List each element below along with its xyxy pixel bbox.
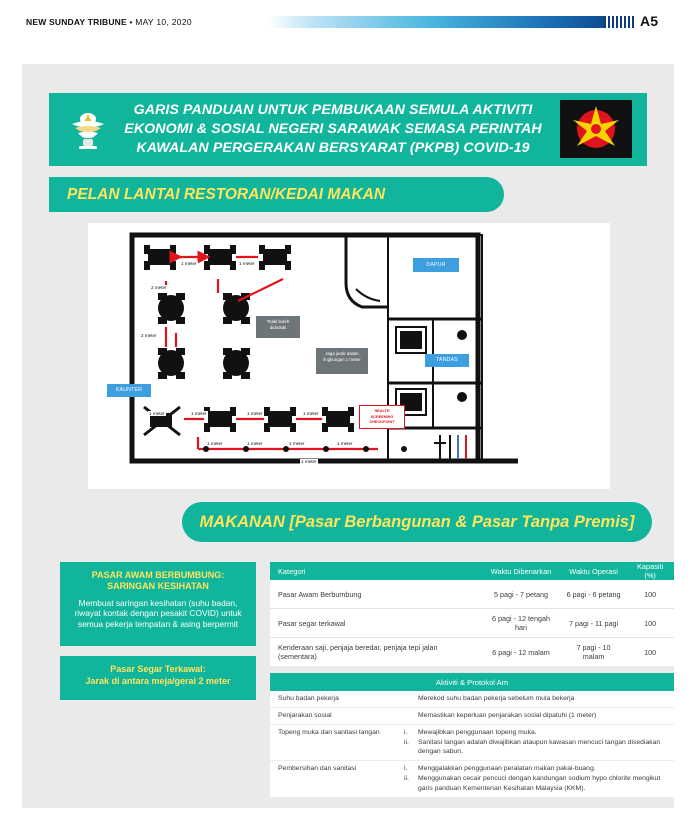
protocol-label: Pembersihan dan sanitasi <box>278 765 357 773</box>
plan-dim-1: 1 meter <box>181 261 197 266</box>
plan-dim-3: 2 meter <box>151 285 167 290</box>
plan-dim-8: 1 meter <box>303 411 319 416</box>
section-title-floorplan: PELAN LANTAI RESTORAN/KEDAI MAKAN <box>49 177 504 212</box>
protocol-value <box>404 728 674 758</box>
guideline-banner <box>49 93 647 166</box>
info-box-pasar-segar <box>60 656 256 700</box>
table-col-waktu-operasi: Waktu Operasi <box>561 562 626 580</box>
info-heading-line-1: PASAR AWAM BERBUMBUNG: <box>91 570 225 580</box>
info-box-pasar-segar-heading: Pasar Segar Terkawal: <box>110 664 206 674</box>
masthead-gradient-bar <box>268 16 628 28</box>
protocol-item-text: Memastikan keperluan penjarakan sosial dipatuhi (1 meter) <box>418 711 597 719</box>
protocol-item-text: Mewajibkan penggunaan topeng muka. <box>418 728 537 736</box>
protocol-item-number <box>404 694 418 704</box>
protocol-row <box>270 708 674 725</box>
plan-dim-4: 2 meter <box>141 333 157 338</box>
table-col-waktu-dibenarkan: Waktu Dibenarkan <box>481 562 561 580</box>
info-heading-line-2: SARINGAN KESIHATAN <box>107 581 209 592</box>
protocol-label: Suhu badan pekerja <box>278 695 339 702</box>
info-box-pasar-segar-body: Jarak di antara meja/gerai 2 meter <box>85 676 231 687</box>
protocol-value <box>404 764 674 794</box>
table-header-row <box>270 562 674 580</box>
page-panel <box>22 64 674 808</box>
table-cell-waktu-operasi: 7 pagi - 11 pagi <box>561 609 626 638</box>
plan-dim-7: 1 meter <box>247 411 263 416</box>
masthead-paper-name: NEW SUNDAY TRIBUNE <box>26 17 127 27</box>
plan-label-dapur: DAPUR <box>413 258 459 272</box>
table-cell-kapasiti: 100 <box>626 609 674 638</box>
plan-dim-9: 1 meter <box>207 441 223 446</box>
table-row <box>270 580 674 609</box>
protocol-header: Aktiviti & Protokol Am <box>270 673 674 691</box>
table-cell-waktu-dibenarkan: 6 pagi - 12 malam <box>481 638 561 667</box>
floorplan-container <box>88 223 610 489</box>
protocol-row <box>270 725 674 762</box>
table-cell-waktu-dibenarkan: 5 pagi - 7 petang <box>481 580 561 609</box>
protocol-row <box>270 761 674 797</box>
protocol-item-number: ii. <box>404 775 409 783</box>
protocol-label: Penjarakan sosial <box>278 711 332 719</box>
plan-label-kaunter: KAUNTER <box>107 384 151 397</box>
info-box-pasar-awam-body: Membuat saringan kesihatan (suhu badan, riwayat kontak dengan pesakit COVID) untuk semua pekerja tempatan & asing berpermit <box>74 597 242 630</box>
protocol-value <box>404 694 674 704</box>
banner-title-line-1: GARIS PANDUAN UNTUK PEMBUKAAN SEMULA AKTIVITI <box>133 101 533 118</box>
masthead-date: MAY 10, 2020 <box>135 17 192 27</box>
protocol-row <box>270 691 674 708</box>
plan-dim-13: 1 meter <box>301 459 317 464</box>
banner-title <box>115 101 557 159</box>
masthead <box>0 0 696 42</box>
protocol-item-number: i. <box>404 765 408 773</box>
info-box-pasar-awam-heading <box>70 570 246 593</box>
table-cell-kapasiti: 100 <box>626 580 674 609</box>
info-box-pasar-awam <box>60 562 256 646</box>
schedule-table <box>270 562 674 666</box>
table-cell-kategori: Pasar segar terkawal <box>270 609 481 638</box>
plan-label-health-checkpoint: HEALTH SCREENING CHECKPOINT <box>359 405 405 429</box>
protocol-value <box>404 711 674 721</box>
table-col-kategori: Kategori <box>270 562 481 580</box>
masthead-separator: • <box>129 17 133 27</box>
masthead-stripes-icon <box>604 16 636 28</box>
table-cell-kategori: Kenderaan saji, penjaja beredar, penjaja tepi jalan (sementara) <box>270 638 481 667</box>
protocol-item-number <box>404 711 418 721</box>
plan-dim-10: 1 meter <box>247 441 263 446</box>
plan-note-distance: Jaga jarak dalam lingkungan 1 meter <box>316 348 368 374</box>
table-row <box>270 609 674 638</box>
protocol-item-number: ii. <box>404 738 409 746</box>
table-row <box>270 638 674 667</box>
protocol-item-text: Menggalakkan penggunaan peralatan makan pakai-buang. <box>418 765 596 773</box>
protocol-list <box>270 691 674 797</box>
protocol-item-text: Sanitasi tangan adalah diwajibkan ataupun kawasan mencuci tangan disediakan dengan sabun. <box>418 738 661 756</box>
table-cell-kapasiti: 100 <box>626 638 674 667</box>
protocol-item-number: i. <box>404 728 408 736</box>
plan-note-no-entry: Tidak boleh diduduki <box>256 316 300 338</box>
plan-dim-12: 1 meter <box>337 441 353 446</box>
page-number: A5 <box>640 13 659 29</box>
plan-dim-2: 1 meter <box>239 261 255 266</box>
plan-dim-6: 1 meter <box>191 411 207 416</box>
plan-label-tandas: TANDAS <box>425 354 469 367</box>
table-col-kapasiti: Kapasiti (%) <box>626 562 674 580</box>
plan-dim-11: 1 meter <box>289 441 305 446</box>
section-title-makanan: MAKANAN [Pasar Berbangunan & Pasar Tanpa Premis] <box>182 502 652 542</box>
masthead-publication <box>26 17 192 27</box>
sarawak-flag-logo-icon <box>557 100 635 160</box>
protocol-item-text: Merekod suhu badan pekerja sebelum mula bekerja <box>418 695 575 702</box>
protocol-item-text: Menggunakan cecair pencuci dengan kandungan sodium hypo chlorite mengikut garis panduan Kementerian Kesihatan Malaysia (KKM). <box>418 775 661 792</box>
banner-title-line-2: EKONOMI & SOSIAL NEGERI SARAWAK SEMASA PERINTAH <box>124 120 542 137</box>
table-cell-waktu-dibenarkan: 6 pagi - 12 tengah hari <box>481 609 561 638</box>
table-cell-kategori: Pasar Awam Berbumbung <box>270 580 481 609</box>
banner-title-line-3: KAWALAN PERGERAKAN BERSYARAT (PKPB) COVID-19 <box>136 140 530 157</box>
protocol-label: Topeng muka dan sanitasi tangan <box>278 728 380 736</box>
table-cell-waktu-operasi: 6 pagi - 6 petang <box>561 580 626 609</box>
plan-dim-5: 1 meter <box>149 411 165 416</box>
sarawak-crest-icon <box>61 108 115 152</box>
table-cell-waktu-operasi: 7 pagi - 10 malam <box>561 638 626 667</box>
